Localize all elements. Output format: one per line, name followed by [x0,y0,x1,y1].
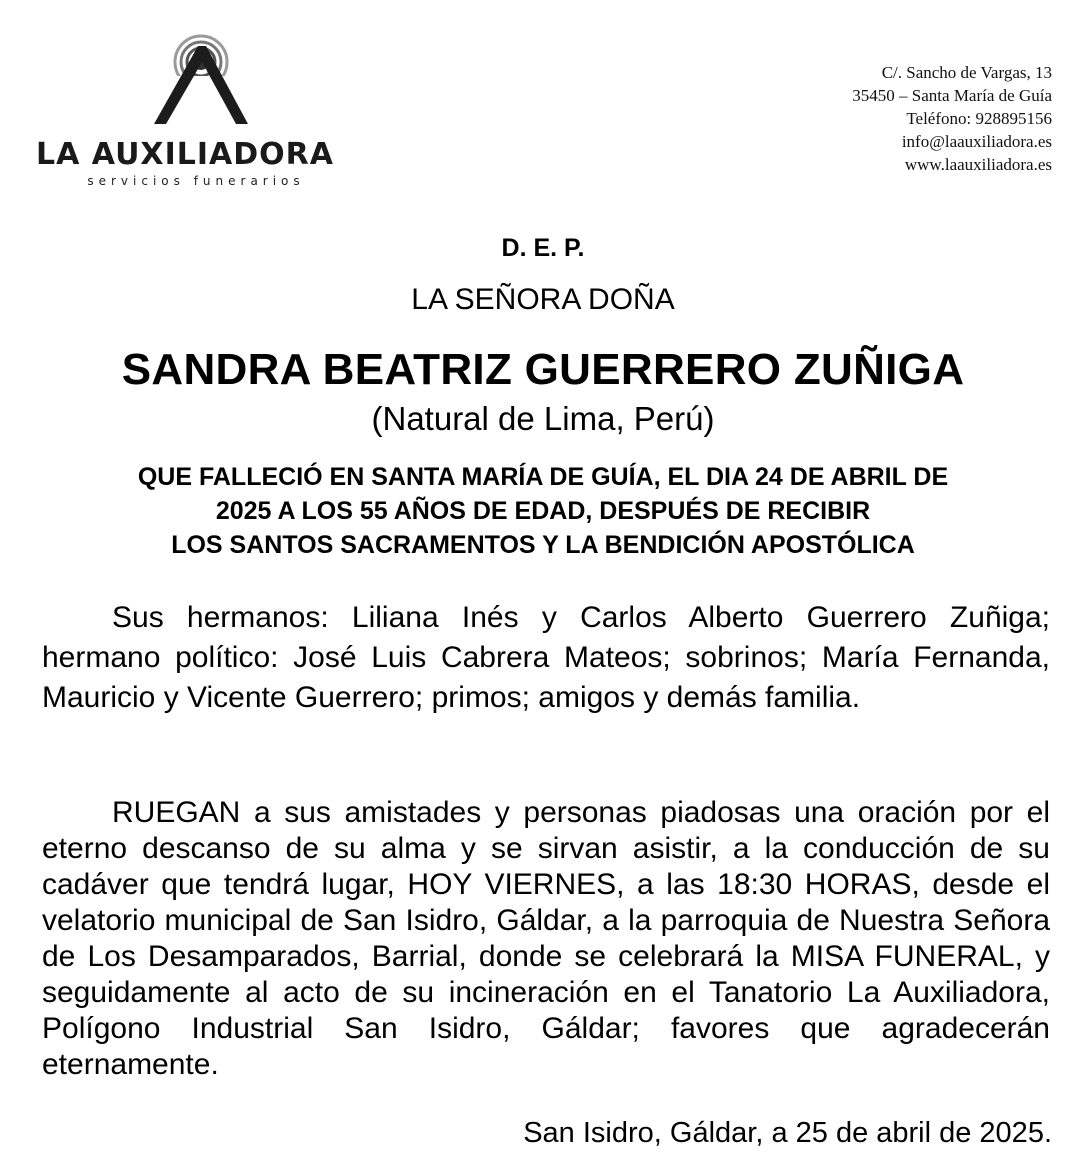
address-email: info@laauxiliadora.es [901,132,1052,151]
death-statement-line: LOS SANTOS SACRAMENTOS Y LA BENDICIÓN APOSTÓLICA [171,531,915,559]
dep-heading: D. E. P. [501,234,585,262]
place-date: San Isidro, Gáldar, a 25 de abril de 2025. [523,1117,1052,1149]
honorific: LA SEÑORA DOÑA [411,283,675,316]
logo-mark-icon [148,32,254,132]
death-statement-line: 2025 A LOS 55 AÑOS DE EDAD, DESPUÉS DE RECIBIR [215,497,871,525]
address-street: C/. Sancho de Vargas, 13 [881,63,1052,82]
deceased-origin: (Natural de Lima, Perú) [371,400,715,437]
request-paragraph: RUEGAN a sus amistades y personas piadosas una oración por el eterno descanso de su alma y se sirvan asistir, a la conducción de su cadáver que tendrá lugar, HOY VIERNES, a las 18:30 HORAS, desde el velatorio municipal de San Isidro, Gáldar, a la parroquia de Nuestra Señora de Los Desamparados, Barrial, donde se celebrará la MISA FUNERAL, y seguidamente al acto de su incineración en el Tanatorio La Auxiliadora, Polígono Industrial San Isidro, Gáldar; favores que agradecerán eternamente. [42,796,1050,1081]
company-logo [36,32,366,192]
address-city: 35450 – Santa María de Guía [852,86,1052,105]
logo-name: LA AUXILIADORA [36,137,334,172]
death-statement [40,460,1046,562]
death-statement-line: QUE FALLECIÓ EN SANTA MARÍA DE GUÍA, EL DIA 24 DE ABRIL DE [137,463,949,491]
deceased-name: SANDRA BEATRIZ GUERRERO ZUÑIGA [121,345,965,394]
address-website: www.laauxiliadora.es [904,155,1052,174]
company-address [852,61,1052,176]
family-paragraph: Sus hermanos: Liliana Inés y Carlos Alberto Guerrero Zuñiga; hermano político: José Luis Cabrera Mateos; sobrinos; María Fernanda, Mauricio y Vicente Guerrero; primos; amigos y demás familia. [42,601,1050,714]
logo-tagline: servicios funerarios [87,174,305,188]
address-phone: Teléfono: 928895156 [906,109,1052,128]
